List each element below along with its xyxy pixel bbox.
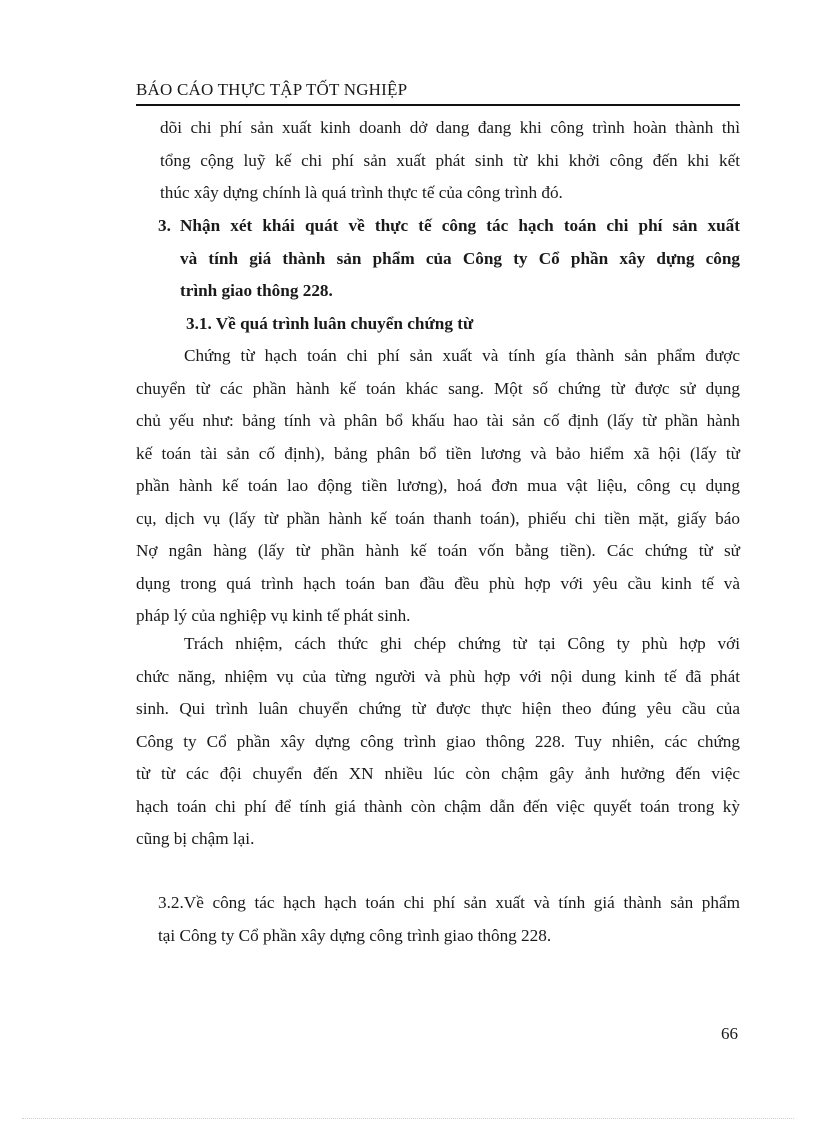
paragraph-line: từ từ các đội chuyển đến XN nhiều lúc còn chậm gây ảnh hưởng đến việc: [136, 764, 740, 783]
heading-line: Nhận xét khái quát về thực tế công tác hạch toán chi phí sản xuất: [180, 216, 740, 235]
section-3-1-heading: 3.1. Về quá trình luân chuyển chứng từ: [186, 314, 474, 333]
paragraph-line: hạch toán chi phí để tính giá thành còn chậm dẫn đến việc quyết toán trong kỳ: [136, 796, 740, 816]
paragraph-line: sinh. Qui trình luân chuyển chứng từ được thực hiện theo đúng yêu cầu của: [136, 699, 740, 718]
running-header: BÁO CÁO THỰC TẬP TỐT NGHIỆP: [136, 80, 408, 99]
paragraph-line: chức năng, nhiệm vụ của từng người và phù hợp với nội dung kinh tế đã phát: [136, 666, 740, 686]
paragraph-line: cụ, dịch vụ (lấy từ phần hành kế toán thanh toán), phiếu chi tiền mặt, giấy báo: [136, 508, 740, 528]
paragraph-line: phần hành kế toán lao động tiền lương), hoá đơn mua vật liệu, công cụ dụng: [136, 476, 740, 495]
section-3-1-paragraph-2: [136, 628, 740, 856]
page-number: 66: [721, 1024, 738, 1043]
paragraph-line: tổng cộng luỹ kế chi phí sản xuất phát sinh từ khi khởi công đến khi kết: [160, 150, 740, 170]
paragraph-line: kế toán tài sản cố định), bảng phân bổ tiền lương và bảo hiểm xã hội (lấy từ: [136, 443, 740, 463]
heading-line: tại Công ty Cổ phần xây dựng công trình giao thông 228.: [158, 926, 552, 945]
section-3-2-heading: [158, 886, 740, 952]
paragraph-line: dõi chi phí sản xuất kinh doanh dở dang đang khi công trình hoàn thành thì: [160, 118, 740, 137]
paragraph-line: cũng bị chậm lại.: [136, 829, 255, 848]
intro-paragraph: [160, 112, 740, 210]
paragraph-line: Trách nhiệm, cách thức ghi chép chứng từ tại Công ty phù hợp với: [184, 634, 740, 653]
paragraph-line: thúc xây dựng chính là quá trình thực tế của công trình đó.: [160, 183, 563, 202]
paragraph-line: dụng trong quá trình hạch toán ban đầu đều phù hợp với yêu cầu kinh tế và: [136, 573, 740, 593]
section-number: 3.: [158, 216, 171, 235]
paragraph-line: Nợ ngân hàng (lấy từ phần hành kế toán vốn bằng tiền). Các chứng từ sử: [136, 541, 740, 560]
paragraph-line: chuyển từ các phần hành kế toán khác sang. Một số chứng từ được sử dụng: [136, 378, 740, 398]
heading-line: trình giao thông 228.: [180, 281, 333, 300]
header-rule: [136, 104, 740, 106]
paragraph-line: Chứng từ hạch toán chi phí sản xuất và tính gía thành sản phẩm được: [184, 346, 740, 365]
section-3-heading: [158, 210, 740, 308]
heading-line: 3.2.Về công tác hạch hạch toán chi phí sản xuất và tính giá thành sản phẩm: [158, 893, 740, 912]
heading-line: và tính giá thành sản phẩm của Công ty Cổ phần xây dựng công: [180, 248, 740, 268]
page-bottom-divider: [22, 1118, 794, 1119]
paragraph-line: pháp lý của nghiệp vụ kinh tế phát sinh.: [136, 606, 411, 625]
section-3-1-paragraph-1: [136, 340, 740, 633]
paragraph-line: Công ty Cổ phần xây dựng công trình giao thông 228. Tuy nhiên, các chứng: [136, 731, 740, 751]
paragraph-line: chủ yếu như: bảng tính và phân bổ khấu hao tài sản cố định (lấy từ phần hành: [136, 411, 740, 430]
